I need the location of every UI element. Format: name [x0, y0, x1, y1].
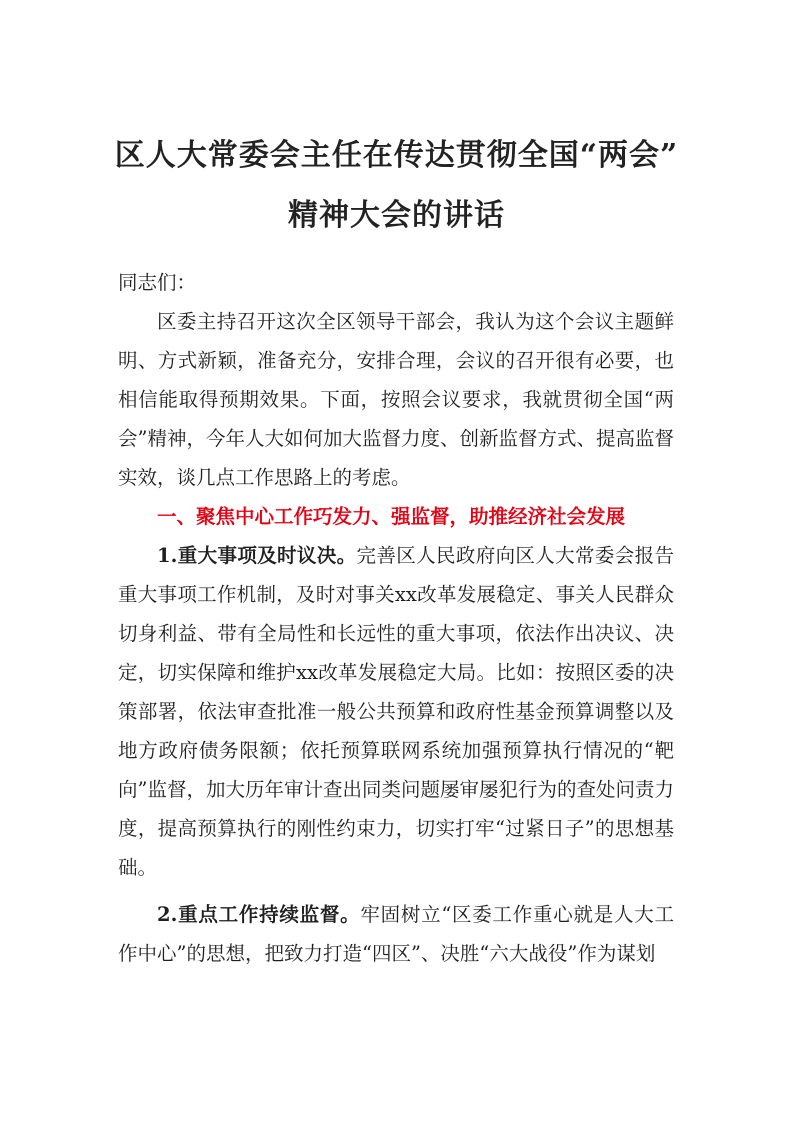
item1-paragraph [118, 536, 674, 887]
item2-text: 牢固树立“区委工作重心就是人大工作中心”的思想，把致力打造“四区”、决胜“六大战役”作为谋划 [118, 903, 674, 965]
section1-heading: 一、聚焦中心工作巧发力、强监督，助推经济社会发展 [157, 505, 626, 528]
salutation: 同志们： [118, 271, 197, 294]
document-title-line2: 精神大会的讲话 [288, 198, 505, 233]
item2-title: 2.重点工作持续监督。 [157, 903, 361, 926]
intro-paragraph: 区委主持召开这次全区领导干部会，我认为这个会议主题鲜明、方式新颖，准备充分，安排合理，会议的召开很有必要，也相信能取得预期效果。下面，按照会议要求，我就贯彻全国“两会”精神，今年人大如何加大监督力度、创新监督方式、提高监督实效，谈几点工作思路上的考虑。 [118, 310, 674, 489]
item1-text: 完善区人民政府向区人大常委会报告重大事项工作机制，及时对事关xx改革发展稳定、事关人民群众切身利益、带有全局性和长远性的重大事项，依法作出决议、决定，切实保障和维护xx改革发展稳定大局。比如：按照区委的决策部署，依法审查批准一般公共预算和政府性基金预算调整以及地方政府债务限额；依托预算联网系统加强预算执行情况的“靶向”监督，加大历年审计查出同类问题屡审屡犯行为的查处问责力度，提高预算执行的刚性约束力，切实打牢“过紧日子”的思想基础。 [118, 544, 674, 879]
document-body [118, 263, 674, 973]
document-title-line1: 区人大常委会主任在传达贯彻全国“两会” [114, 138, 679, 173]
item2-paragraph [118, 895, 674, 973]
item1-title: 1.重大事项及时议决。 [157, 544, 357, 567]
